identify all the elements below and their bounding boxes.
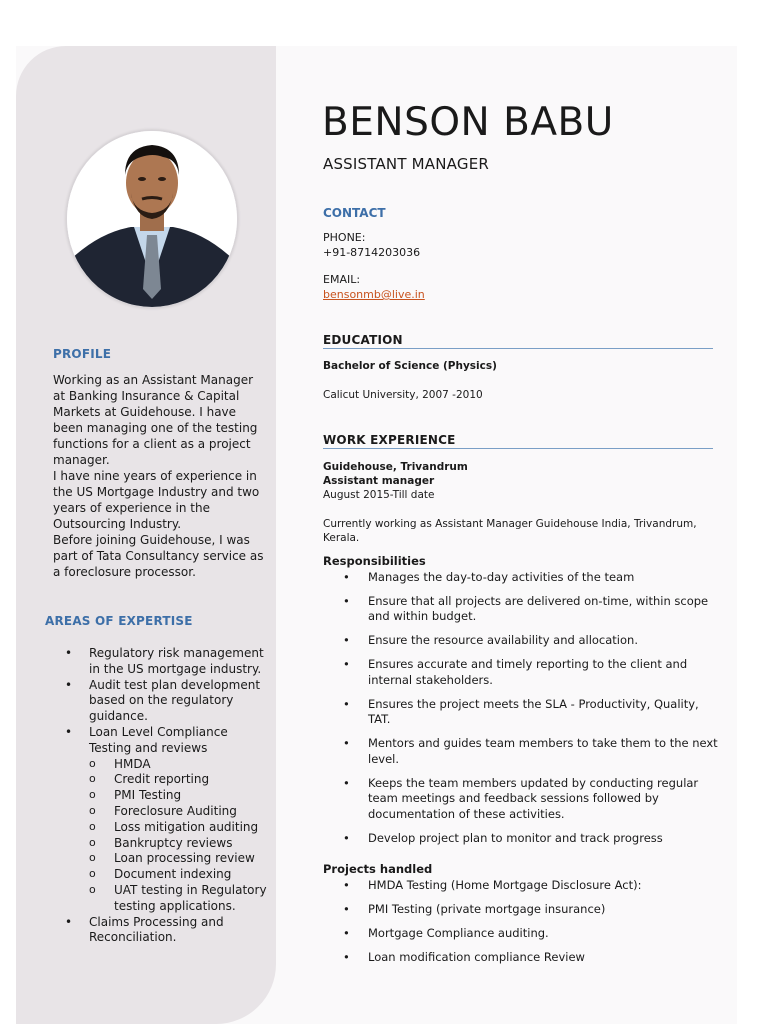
profile-text [53,372,265,580]
spacer [323,260,425,272]
profile-paragraph: Before joining Guidehouse, I was part of Tata Consultancy service as a foreclosure processor. [53,533,264,579]
position: Assistant manager [323,475,435,487]
work-heading: WORK EXPERIENCE [323,433,713,449]
list-item: • Mentors and guides team members to take them to the next level. [323,736,718,767]
company: Guidehouse, Trivandrum [323,461,468,473]
expertise-list [58,646,270,946]
responsibilities-heading: Responsibilities [323,554,426,568]
list-item: • Manages the day-to-day activities of the team [323,570,718,586]
profile-paragraph: Working as an Assistant Manager at Banking Insurance & Capital Markets at Guidehouse. I have been managing one of the testing functions for a client as a project manager. [53,373,258,467]
dates: August 2015-Till date [323,489,435,501]
list-item: • PMI Testing (private mortgage insurance) [323,902,718,918]
list-item: • Regulatory risk management in the US mortgage industry. [58,646,270,678]
list-item: • Claims Processing and Reconciliation. [58,915,270,947]
profile-heading: PROFILE [53,347,112,361]
phone-label: PHONE: [323,231,366,244]
list-item [58,725,270,915]
sub-list-item: o HMDA [89,757,270,773]
list-item: • Mortgage Compliance auditing. [323,926,718,942]
sub-list-item: o Loss mitigation auditing [89,820,270,836]
list-item-label: Loan Level Compliance Testing and reviews [89,724,228,755]
expertise-heading: AREAS OF EXPERTISE [45,614,193,628]
sub-list-item: o Document indexing [89,867,270,883]
email-link[interactable]: bensonmb@live.in [323,288,425,301]
sub-list-item: o Bankruptcy reviews [89,836,270,852]
job-title: ASSISTANT MANAGER [323,155,490,173]
contact-heading: CONTACT [323,206,386,220]
list-item: • Develop project plan to monitor and track progress [323,831,718,847]
list-item: • Loan modification compliance Review [323,950,718,966]
sub-list-item: o PMI Testing [89,788,270,804]
candidate-name: BENSON BABU [322,100,614,145]
list-item: • Keeps the team members updated by conducting regular team meetings and feedback sessions followed by documentation of these activities. [323,776,718,823]
list-item: • Ensure that all projects are delivered on-time, within scope and within budget. [323,594,718,625]
list-item: • Audit test plan development based on the regulatory guidance. [58,678,270,725]
list-item: • HMDA Testing (Home Mortgage Disclosure Act): [323,878,718,894]
list-item: • Ensure the resource availability and allocation. [323,633,718,649]
expertise-sub-list [89,757,270,915]
list-item: • Ensures the project meets the SLA - Productivity, Quality, TAT. [323,697,718,728]
list-item: • Ensures accurate and timely reporting to the client and internal stakeholders. [323,657,718,688]
phone-value: +91-8714203036 [323,246,421,259]
profile-photo [66,130,238,308]
responsibilities-list [323,570,718,855]
profile-paragraph: I have nine years of experience in the US Mortgage Industry and two years of experience in the Outsourcing Industry. [53,469,260,531]
education-heading: EDUCATION [323,333,713,349]
institution: Calicut University, 2007 -2010 [323,389,483,401]
work-summary: Currently working as Assistant Manager Guidehouse India, Trivandrum, Kerala. [323,518,697,544]
sub-list-item: o UAT testing in Regulatory testing applications. [89,883,270,915]
sub-list-item: o Loan processing review [89,851,270,867]
email-label: EMAIL: [323,273,361,286]
degree: Bachelor of Science (Physics) [323,360,497,372]
sub-list-item: o Credit reporting [89,772,270,788]
sub-list-item: o Foreclosure Auditing [89,804,270,820]
projects-list [323,878,718,974]
projects-heading: Projects handled [323,862,433,876]
contact-block [323,230,425,302]
